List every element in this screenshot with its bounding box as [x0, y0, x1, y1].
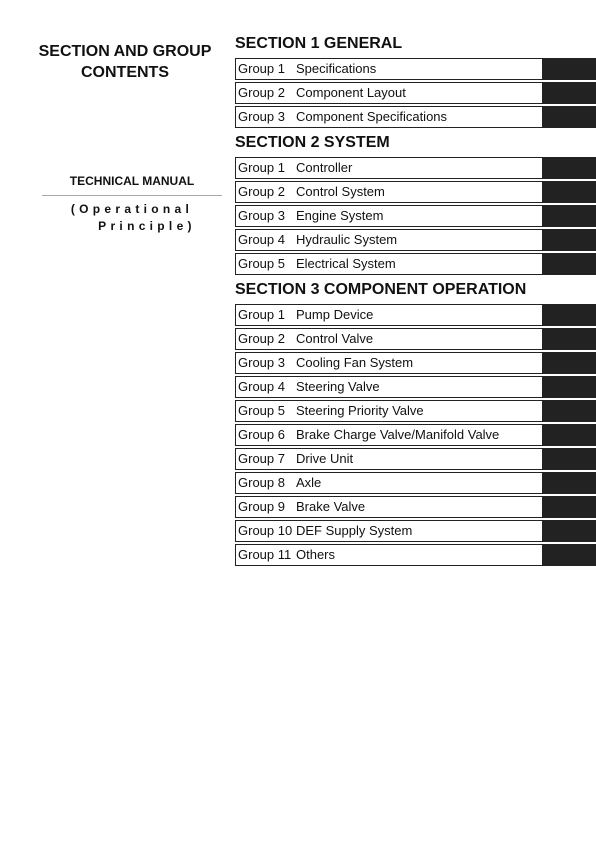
group-name: Engine System: [296, 208, 384, 223]
group-name: Others: [296, 547, 336, 562]
group-row[interactable]: [235, 157, 596, 179]
group-row[interactable]: [235, 400, 596, 422]
group-number: Group 3: [238, 355, 285, 370]
group-tab: [542, 448, 596, 470]
group-row[interactable]: [235, 205, 596, 227]
group-name: Brake Valve: [296, 499, 366, 514]
group-tab: [542, 472, 596, 494]
group-name: Electrical System: [296, 256, 396, 271]
group-name: Hydraulic System: [296, 232, 398, 247]
group-tab: [542, 352, 596, 374]
group-row[interactable]: [235, 58, 596, 80]
group-tab: [542, 58, 596, 80]
group-tab: [542, 328, 596, 350]
group-tab: [542, 181, 596, 203]
contents-title-line1: SECTION AND GROUP: [38, 43, 212, 60]
group-row[interactable]: [235, 544, 596, 566]
group-tab: [542, 106, 596, 128]
section-title: SECTION 1 GENERAL: [235, 35, 403, 52]
group-number: Group 5: [238, 256, 285, 271]
group-name: Steering Valve: [296, 379, 380, 394]
group-number: Group 11: [238, 547, 292, 562]
group-tab: [542, 496, 596, 518]
group-tab: [542, 520, 596, 542]
group-row[interactable]: [235, 352, 596, 374]
group-number: Group 1: [238, 61, 285, 76]
group-number: Group 9: [238, 499, 285, 514]
sections-list: [235, 32, 596, 569]
group-row[interactable]: [235, 472, 596, 494]
group-tab: [542, 82, 596, 104]
group-name: Steering Priority Valve: [296, 403, 424, 418]
group-name: Cooling Fan System: [296, 355, 414, 370]
group-name: Axle: [296, 475, 322, 490]
group-name: Brake Charge Valve/Manifold Valve: [296, 427, 500, 442]
group-name: Component Specifications: [296, 109, 448, 124]
group-number: Group 3: [238, 208, 285, 223]
manual-type: TECHNICAL MANUAL: [69, 174, 195, 188]
group-row[interactable]: [235, 448, 596, 470]
group-row[interactable]: [235, 520, 596, 542]
manual-subtitle: [42, 201, 222, 235]
group-number: Group 2: [238, 85, 285, 100]
group-row[interactable]: [235, 229, 596, 251]
group-row[interactable]: [235, 328, 596, 350]
manual-subtitle-line2: Principle): [98, 219, 196, 233]
section-2-groups: [235, 157, 596, 275]
group-name: Control Valve: [296, 331, 374, 346]
group-number: Group 7: [238, 451, 285, 466]
group-name: Control System: [296, 184, 385, 199]
group-tab: [542, 304, 596, 326]
contents-title-line2: CONTENTS: [81, 64, 169, 81]
group-row[interactable]: [235, 376, 596, 398]
contents-title: [30, 41, 220, 83]
section-title: SECTION 2 SYSTEM: [235, 134, 390, 151]
group-name: DEF Supply System: [296, 523, 413, 538]
group-number: Group 1: [238, 307, 285, 322]
group-row[interactable]: [235, 424, 596, 446]
group-name: Pump Device: [296, 307, 374, 322]
group-number: Group 8: [238, 475, 285, 490]
manual-subtitle-line1: (Operational: [70, 202, 194, 216]
group-number: Group 2: [238, 184, 285, 199]
group-number: Group 3: [238, 109, 285, 124]
divider: [42, 195, 222, 196]
group-row[interactable]: [235, 304, 596, 326]
group-tab: [542, 424, 596, 446]
group-row[interactable]: [235, 82, 596, 104]
group-number: Group 6: [238, 427, 285, 442]
group-tab: [542, 376, 596, 398]
group-row[interactable]: [235, 253, 596, 275]
group-number: Group 5: [238, 403, 285, 418]
group-name: Component Layout: [296, 85, 406, 100]
group-tab: [542, 544, 596, 566]
group-name: Specifications: [296, 61, 377, 76]
group-tab: [542, 253, 596, 275]
section-1-groups: [235, 58, 596, 128]
group-row[interactable]: [235, 181, 596, 203]
group-number: Group 4: [238, 232, 285, 247]
group-number: Group 1: [238, 160, 285, 175]
section-title: SECTION 3 COMPONENT OPERATION: [235, 281, 527, 298]
group-tab: [542, 229, 596, 251]
group-number: Group 4: [238, 379, 285, 394]
group-number: Group 2: [238, 331, 285, 346]
group-tab: [542, 157, 596, 179]
group-number: Group 10: [238, 523, 293, 538]
group-name: Controller: [296, 160, 353, 175]
group-tab: [542, 205, 596, 227]
group-row[interactable]: [235, 496, 596, 518]
section-3-groups: [235, 304, 596, 566]
group-row[interactable]: [235, 106, 596, 128]
group-name: Drive Unit: [296, 451, 354, 466]
group-tab: [542, 400, 596, 422]
